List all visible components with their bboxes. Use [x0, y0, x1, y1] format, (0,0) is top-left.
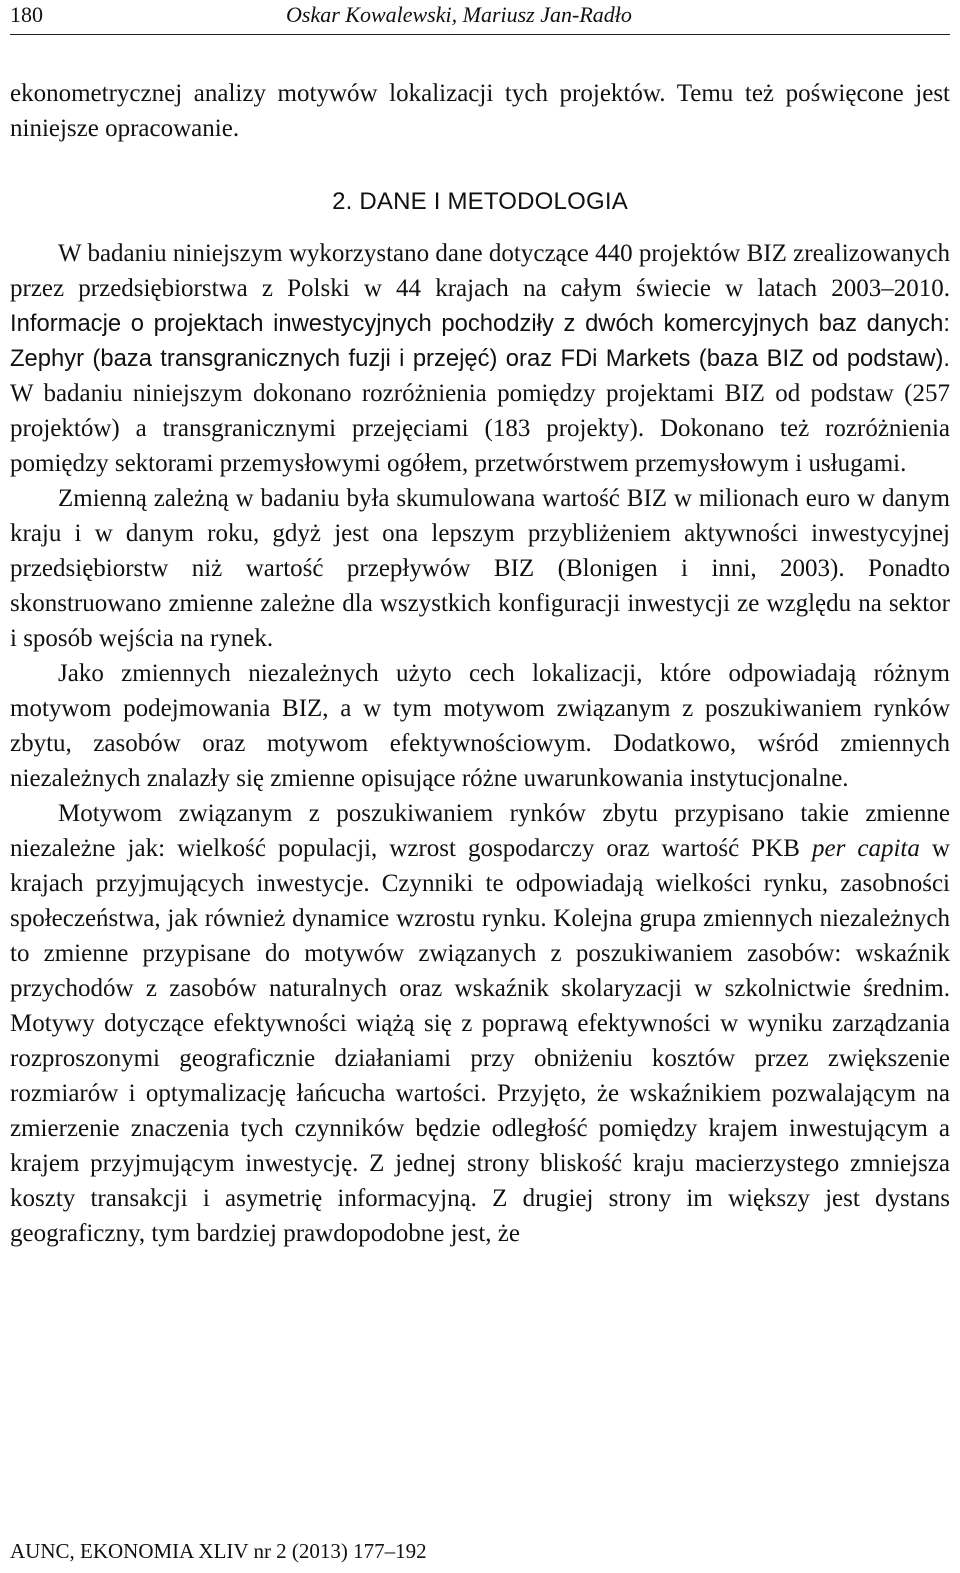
paragraph-dependent-variable: Zmienną zależną w badaniu była skumulowana wartość BIZ w milionach euro w danym kraju i w danym roku, gdyż jest ona lepszym przybliżeniem aktywności inwestycyjnej przedsiębiorstw niż wartość przepływów BIZ (Blonigen i inni, 2003). Ponadto skonstruowano zmienne zależne dla wszystkich konfiguracji inwestycji ze względu na sektor i sposób wejścia na rynek.	[10, 485, 950, 652]
paragraph-data-sources-sentence-1: W badaniu niniejszym wykorzystano dane dotyczące 440 projektów BIZ zrealizowanych przez przedsiębiorstwa z Polski w 44 krajach na całym świecie w latach 2003–2010.	[10, 240, 950, 302]
per-capita-italic: per capita	[812, 835, 920, 862]
paragraph-motives-start: Motywom związanym z poszukiwaniem rynków zbytu przypisano takie zmienne niezależne jak: wielkość populacji, wzrost gospodarczy oraz wartość PKB	[10, 800, 950, 862]
paragraph-motives-end: w krajach przyjmujących inwestycje. Czynniki te odpowiadają wielkości rynku, zasobności społeczeństwa, jak również dynamice wzrostu rynku. Kolejna grupa zmiennych niezależnych to zmienne przypisane do motywów związanych z poszukiwaniem zasobów: wskaźnik przychodów z zasobów naturalnych oraz wskaźnik skolaryzacji w szkolnictwie średnim. Motywy dotyczące efektywności wiążą się z poprawą efektywności w wyniku zarządzania rozproszonymi geograficznie działaniami przy obniżeniu kosztów przez zwiększenie rozmiarów i optymalizację łańcucha wartości. Przyjęto, że wskaźnikiem pozwalającym na zmierzenie znaczenia tych czynników będzie odległość pomiędzy krajem inwestującym a krajem przyjmującym inwestycję. Z jednej strony bliskość kraju macierzystego zmniejsza koszty transakcji i asymetrię informacyjną. Z drugiej strony im większy jest dystans geograficzny, tym bardziej prawdopodobne jest, że	[10, 835, 950, 1247]
page-number: 180	[10, 2, 43, 27]
paragraph-data-sources-rest: W badaniu niniejszym dokonano rozróżnienia pomiędzy projektami BIZ od podstaw (257 projektów) a transgranicznymi przejęciami (183 projekty). Dokonano też rozróżnienia pomiędzy sektorami przemysłowymi ogółem, przetwórstwem przemysłowym i usługami.	[10, 380, 950, 477]
page-header	[10, 0, 950, 35]
paragraph-data-sources-sentence-2: Informacje o projektach inwestycyjnych pochodziły z dwóch komercyjnych baz danych: Zephyr (baza transgranicznych fuzji i przejęć) oraz FDi Markets (baza BIZ od podstaw).	[10, 310, 950, 372]
paragraph-data-sources	[10, 236, 950, 481]
section-body	[10, 236, 950, 1251]
section-heading: 2. DANE I METODOLOGIA	[332, 188, 628, 215]
intro-paragraph: ekonometrycznej analizy motywów lokalizacji tych projektów. Temu też poświęcone jest niniejsze opracowanie.	[10, 80, 950, 142]
page-footer-citation: AUNC, EKONOMIA XLIV nr 2 (2013) 177–192	[10, 1539, 427, 1563]
paragraph-independent-variables: Jako zmiennych niezależnych użyto cech lokalizacji, które odpowiadają różnym motywom podejmowania BIZ, a w tym motywom związanym z poszukiwaniem rynków zbytu, zasobów oraz motywom efektywnościowym. Dodatkowo, wśród zmiennych niezależnych znalazły się zmienne opisujące różne uwarunkowania instytucjonalne.	[10, 660, 950, 792]
running-head-authors: Oskar Kowalewski, Mariusz Jan-Radło	[286, 2, 632, 27]
paragraph-motives	[10, 796, 950, 1251]
